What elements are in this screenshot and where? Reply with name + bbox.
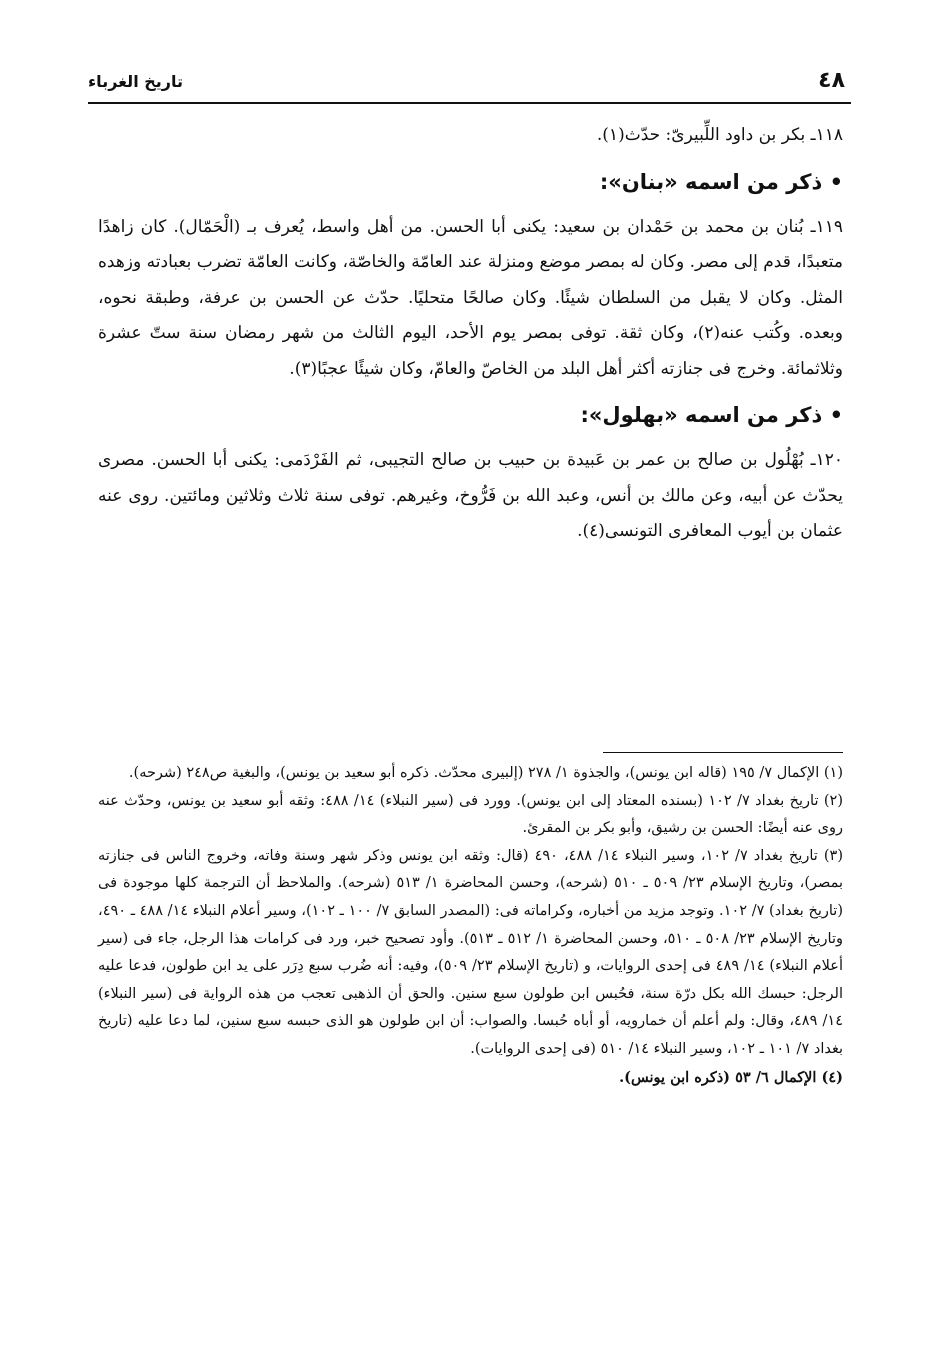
entry-120: ١٢٠ـ بُهْلُول بن صالح بن عمر بن عَبيدة بن حبيب بن صالح التجيبى، ثم الفَرْدَمى: يكنى أبا الحسن. مصرى يحدّث عن أبيه، وعن مالك بن أنس، وعبد الله بن فَرُّوخ، وغيرهم. توفى سنة ثلاث وثلاثين ومائتين. روى عنه عثمان بن أيوب المعافرى التونسى(٤).: [98, 450, 843, 541]
footnote-1: (١) الإكمال ٧/ ١٩٥ (قاله ابن يونس)، والجذوة ١/ ٢٧٨ (إلبيرى محدّث. ذكره أبو سعيد بن يونس)، والبغية ص٢٤٨ (شرحه).: [128, 765, 843, 781]
page-header: [88, 68, 851, 104]
section-heading-bunan: • ذكر من اسمه «بنان»:: [599, 169, 843, 194]
entry-119: ١١٩ـ بُنان بن محمد بن حَمْدان بن سعيد: يكنى أبا الحسن. من أهل واسط، يُعرف بـ (الْحَمّال). كان زاهدًا متعبدًا، قدم إلى مصر. وكان له بمصر موضع ومنزلة عند العامّة والخاصّة، وكانت العامّة تضرب بعبادته وزهده المثل. وكان لا يقبل من السلطان شيئًا. وكان صالحًا متحليًا. حدّث عن الحسن بن عرفة، وطبقة نحوه، وبعده. وكُتب عنه(٢)، وكان ثقة. توفى بمصر يوم الأحد، اليوم الثالث من شهر رمضان سنة ستّ عشرة وثلاثمائة. وخرج فى جنازته أكثر أهل البلد من الخاصّ والعامّ، وكان شيئًا عجبًا(٣).: [98, 216, 843, 379]
section-heading-bahlul: • ذكر من اسمه «بهلول»:: [580, 403, 843, 427]
footnote-separator: [603, 752, 843, 753]
entry-118: ١١٨ـ بكر بن داود اللِّبيرىّ: حدّث(١).: [596, 125, 843, 145]
main-text: [98, 118, 843, 550]
footnotes: [98, 760, 843, 1091]
footnote-4: (٤) الإكمال ٦/ ٥٣ (ذكره ابن يونس).: [619, 1068, 843, 1086]
footnote-3: (٣) تاريخ بغداد ٧/ ١٠٢، وسير النبلاء ١٤/ ٤٨٨، ٤٩٠ (قال: وثقه ابن يونس وذكر شهر وسنة وفاته، وخروج الناس فى جنازته بمصر)، وتاريخ الإسلام ٢٣/ ٥٠٩ ـ ٥١٠ (شرحه)، وحسن المحاضرة ١/ ٥١٣ (شرحه). والملاحظ أن الترجمة كلها موجودة فى (تاريخ بغداد) ٧/ ١٠٢. وتوجد مزيد من أخباره، وكراماته فى: (المصدر السابق ٧/ ١٠٠ ـ ١٠٢)، وسير أعلام النبلاء ١٤/ ٤٨٨ ـ ٤٩٠، وتاريخ الإسلام ٢٣/ ٥٠٨ ـ ٥١٠، وحسن المحاضرة ١/ ٥١٢ ـ ٥١٣). وأود تصحيح خبر، ورد فى كرامات هذا الرجل، جاء فى (سير أعلام النبلاء) ١٤/ ٤٨٩ فى إحدى الروايات، و (تاريخ الإسلام ٢٣/ ٥٠٩)، وفيه: أنه ضُرب سبع دِرَر على يد ابن طولون، فدعا عليه الرجل: حبسك الله بكل درّة سنة، فحُبس ابن طولون سبع سنين. والحق أن الذهبى تعجب من هذه الرواية فى (سير النبلاء) ١٤/ ٤٨٩، وقال: ولم أعلم أن خمارويه، أو أباه حُبسا. والصواب: أن ابن طولون هو الذى حبسه سبع سنين، لما دعا عليه (تاريخ بغداد ٧/ ١٠١ ـ ١٠٢، وسير النبلاء ١٤/ ٥١٠ (فى إحدى الروايات).: [98, 847, 844, 1057]
page-number: ٤٨: [818, 68, 845, 93]
running-title: تاريخ الغرباء: [88, 72, 184, 91]
footnote-2: (٢) تاريخ بغداد ٧/ ١٠٢ (بسنده المعتاد إلى ابن يونس). وورد فى (سير النبلاء) ١٤/ ٤٨٨: وثقه أبو سعيد بن يونس، وحدّث عنه روى عنه أيضًا: الحسن بن رشيق، وأبو بكر بن المقرئ.: [98, 792, 844, 837]
